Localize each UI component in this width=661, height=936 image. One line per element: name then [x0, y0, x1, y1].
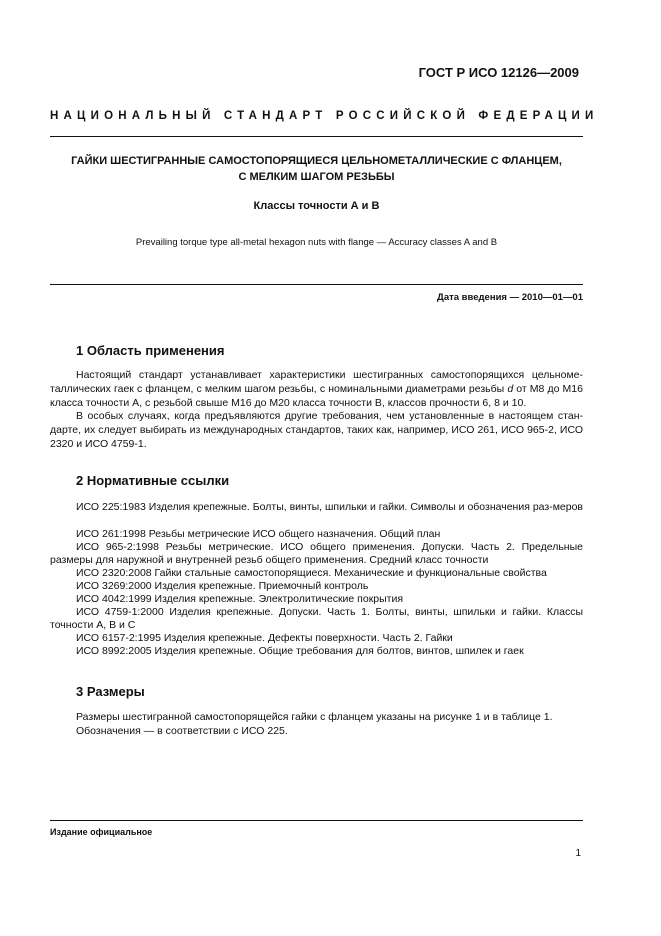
official-edition-label: Издание официальное: [50, 827, 153, 837]
section-1-heading: 1 Область применения: [76, 343, 225, 358]
reference-item: ИСО 4042:1999 Изделия крепежные. Электролитические покрытия: [76, 593, 404, 605]
section-2-heading: 2 Нормативные ссылки: [76, 473, 230, 488]
reference-item: ИСО 8992:2005 Изделия крепежные. Общие требования для болтов, винтов, шпилек и гаек: [76, 645, 524, 657]
document-title-line-1: ГАЙКИ ШЕСТИГРАННЫЕ САМОСТОПОРЯЩИЕСЯ ЦЕЛЬНОМЕТАЛЛИЧЕСКИЕ С ФЛАНЦЕМ,: [71, 155, 562, 167]
section-3-paragraph-2: Обозначения — в соответствии с ИСО 225.: [76, 725, 288, 737]
reference-item: ИСО 261:1998 Резьбы метрические ИСО общего назначения. Общий план: [76, 528, 441, 540]
section-1-paragraph-2: В особых случаях, когда предъявляются другие требования, чем установленные в настоящем стан-дарте, их следует выбирать из международных стандартов, таких как, например, ИСО 261, ИСО 965-2, ИСО 2320 и ИСО 4759-1.: [50, 410, 583, 450]
top-divider: [50, 136, 583, 137]
thread-diameter-symbol: d: [507, 382, 514, 395]
reference-item: ИСО 4759-1:2000 Изделия крепежные. Допуски. Часть 1. Болты, винты, шпильки и гайки. Классы точности А, В и С: [50, 606, 583, 631]
document-code: ГОСТ Р ИСО 12126—2009: [418, 65, 579, 80]
section-3-heading: 3 Размеры: [76, 684, 145, 699]
document-subtitle: Классы точности А и В: [253, 200, 380, 212]
section-3-paragraph-1: Размеры шестигранной самостопорящейся гайки с фланцем указаны на рисунке 1 и в таблице 1.: [76, 711, 553, 723]
reference-item: ИСО 965-2:1998 Резьбы метрические. ИСО общего применения. Допуски. Часть 2. Предельные размеры для наружной и внутренней резьб общего применения. Средний класс точности: [50, 541, 583, 566]
document-title-line-2: С МЕЛКИМ ШАГОМ РЕЗЬБЫ: [238, 171, 395, 183]
national-standard-banner: НАЦИОНАЛЬНЫЙ СТАНДАРТ РОССИЙСКОЙ ФЕДЕРАЦИИ: [50, 110, 599, 122]
section-1-paragraph-1: [50, 369, 583, 410]
reference-item: ИСО 3269:2000 Изделия крепежные. Приемочный контроль: [76, 580, 369, 592]
section-1-paragraph-1-text-b: от М8 до М16 класса точности А, с резьбой свыше М16 до М20 класса точности В, классов прочности 6, 8 и 10.: [50, 382, 583, 409]
page-number: 1: [575, 848, 581, 859]
reference-item: ИСО 225:1983 Изделия крепежные. Болты, винты, шпильки и гайки. Символы и обозначения раз-меров: [76, 501, 584, 513]
reference-item: ИСО 6157-2:1995 Изделия крепежные. Дефекты поверхности. Часть 2. Гайки: [76, 632, 453, 644]
title-divider: [50, 284, 583, 285]
footer-divider: [50, 820, 583, 821]
section-1-paragraph-1-text-a: Настоящий стандарт устанавливает характеристики шестигранных самостопорящихся цельноме-таллических гаек с фланцем, с мелким шагом резьбы, с номинальными диаметрами резьбы: [50, 369, 583, 395]
english-title: Prevailing torque type all-metal hexagon nuts with flange — Accuracy classes A and B: [135, 237, 498, 248]
reference-item: ИСО 2320:2008 Гайки стальные самостопорящиеся. Механические и функциональные свойства: [76, 567, 547, 579]
introduction-date: Дата введения — 2010—01—01: [437, 292, 583, 303]
